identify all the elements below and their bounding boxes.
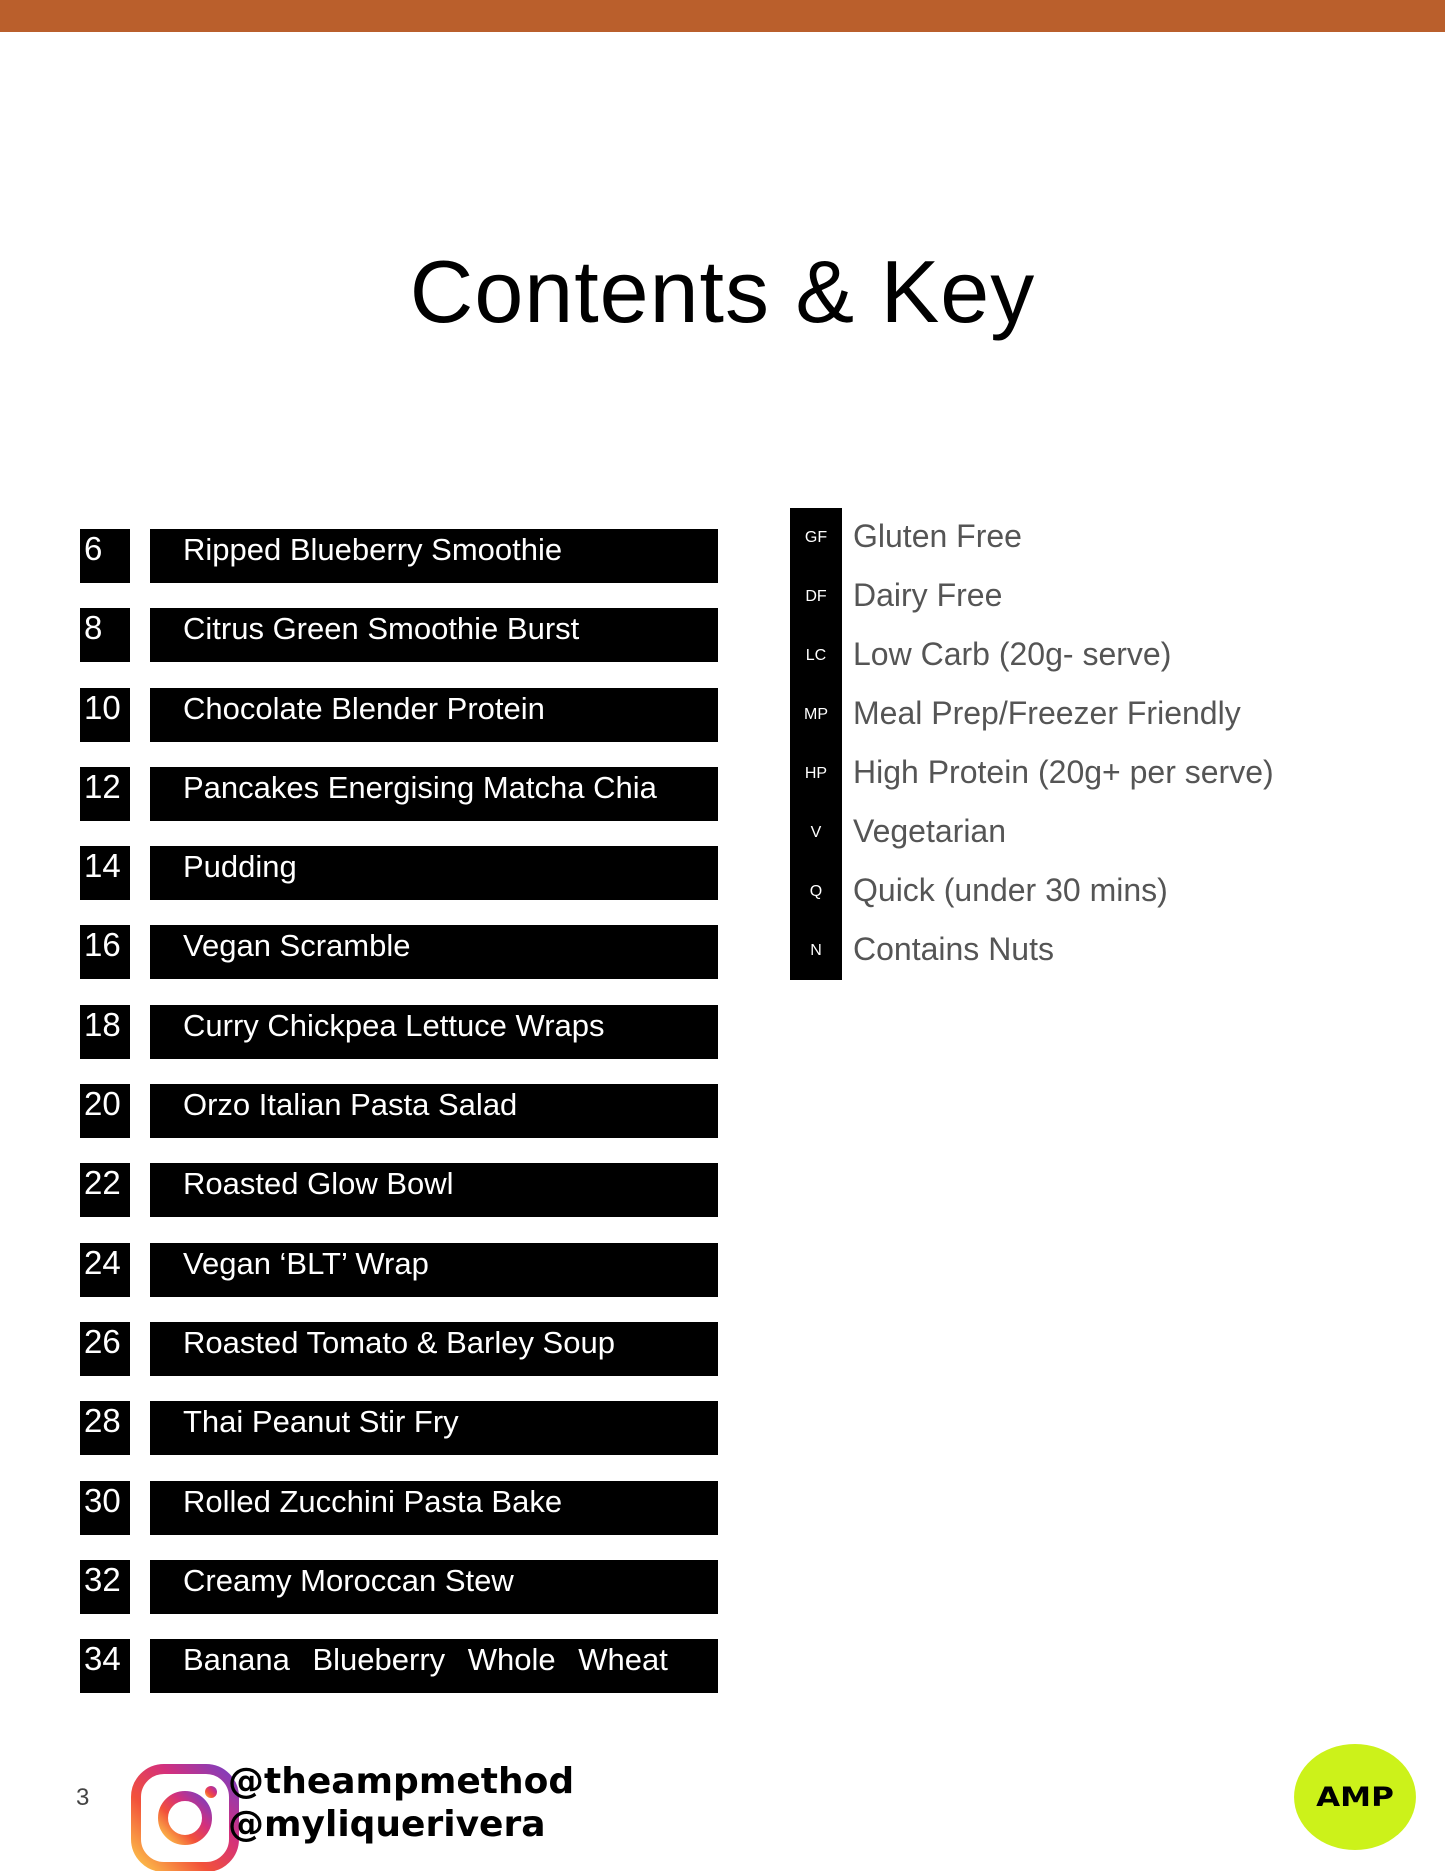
key-label: Contains Nuts — [853, 931, 1054, 967]
toc-row[interactable] — [80, 1005, 718, 1059]
toc-page-number: 34 — [80, 1639, 130, 1693]
key-label: Dairy Free — [853, 577, 1003, 613]
social-handle-theampmethod[interactable]: @theampmethod — [228, 1761, 575, 1802]
toc-recipe-title: Creamy Moroccan Stew — [150, 1560, 718, 1614]
toc-recipe-title: Rolled Zucchini Pasta Bake — [150, 1481, 718, 1535]
toc-page-number: 14 — [80, 846, 130, 900]
social-handle-myliquerivera[interactable]: @myliquerivera — [228, 1804, 546, 1846]
contents-list — [80, 529, 718, 1718]
key-code-badge: Q — [790, 862, 842, 921]
key-code-badge: MP — [790, 685, 842, 744]
toc-row[interactable] — [80, 1401, 718, 1455]
toc-page-number: 22 — [80, 1163, 130, 1217]
key-label: Quick (under 30 mins) — [853, 872, 1168, 908]
social-handles — [228, 1760, 574, 1846]
toc-recipe-title: Vegan ‘BLT’ Wrap — [150, 1243, 718, 1297]
key-label: Gluten Free — [853, 518, 1022, 554]
toc-page-number: 16 — [80, 925, 130, 979]
key-label: Vegetarian — [853, 813, 1007, 849]
toc-row[interactable] — [80, 1243, 718, 1297]
toc-row[interactable] — [80, 1481, 718, 1535]
toc-row[interactable] — [80, 688, 718, 742]
toc-page-number: 12 — [80, 767, 130, 821]
toc-row[interactable] — [80, 1084, 718, 1138]
key-code-badge: HP — [790, 744, 842, 803]
key-code-badge: LC — [790, 626, 842, 685]
toc-row[interactable] — [80, 767, 718, 821]
toc-recipe-title: Roasted Glow Bowl — [150, 1163, 718, 1217]
toc-recipe-title: Orzo Italian Pasta Salad — [150, 1084, 718, 1138]
toc-row[interactable] — [80, 846, 718, 900]
key-label: Meal Prep/Freezer Friendly — [853, 695, 1241, 731]
toc-page-number: 6 — [80, 529, 130, 583]
toc-row[interactable] — [80, 1322, 718, 1376]
toc-page-number: 24 — [80, 1243, 130, 1297]
instagram-icon[interactable] — [130, 1763, 240, 1871]
toc-page-number: 30 — [80, 1481, 130, 1535]
key-code-badge: N — [790, 921, 842, 980]
toc-page-number: 28 — [80, 1401, 130, 1455]
toc-row[interactable] — [80, 1639, 718, 1693]
toc-recipe-title: Thai Peanut Stir Fry — [150, 1401, 718, 1455]
toc-page-number: 20 — [80, 1084, 130, 1138]
key-label: High Protein (20g+ per serve) — [853, 754, 1274, 790]
top-accent-bar — [0, 0, 1445, 32]
toc-recipe-title: Ripped Blueberry Smoothie — [150, 529, 718, 583]
toc-row[interactable] — [80, 1560, 718, 1614]
page-title: Contents & Key — [409, 242, 1036, 341]
toc-page-number: 18 — [80, 1005, 130, 1059]
page-number: 3 — [76, 1784, 90, 1811]
toc-row[interactable] — [80, 529, 718, 583]
key-code-badge: V — [790, 803, 842, 862]
toc-page-number: 10 — [80, 688, 130, 742]
toc-row[interactable] — [80, 925, 718, 979]
toc-page-number: 26 — [80, 1322, 130, 1376]
toc-recipe-title: Pudding — [150, 846, 718, 900]
key-code-badge: GF — [790, 508, 842, 567]
toc-page-number: 32 — [80, 1560, 130, 1614]
toc-row[interactable] — [80, 608, 718, 662]
toc-page-number: 8 — [80, 608, 130, 662]
toc-recipe-title: Roasted Tomato & Barley Soup — [150, 1322, 718, 1376]
toc-recipe-title: Vegan Scramble — [150, 925, 718, 979]
key-label: Low Carb (20g- serve) — [853, 636, 1172, 672]
toc-row[interactable] — [80, 1163, 718, 1217]
key-code-badge: DF — [790, 567, 842, 626]
toc-recipe-title: Chocolate Blender Protein — [150, 688, 718, 742]
toc-recipe-title: Banana Blueberry Whole Wheat — [150, 1639, 718, 1693]
toc-recipe-title: Citrus Green Smoothie Burst — [150, 608, 718, 662]
toc-recipe-title: Curry Chickpea Lettuce Wraps — [150, 1005, 718, 1059]
toc-recipe-title: Pancakes Energising Matcha Chia — [150, 767, 718, 821]
amp-logo: AMP — [1294, 1744, 1416, 1850]
